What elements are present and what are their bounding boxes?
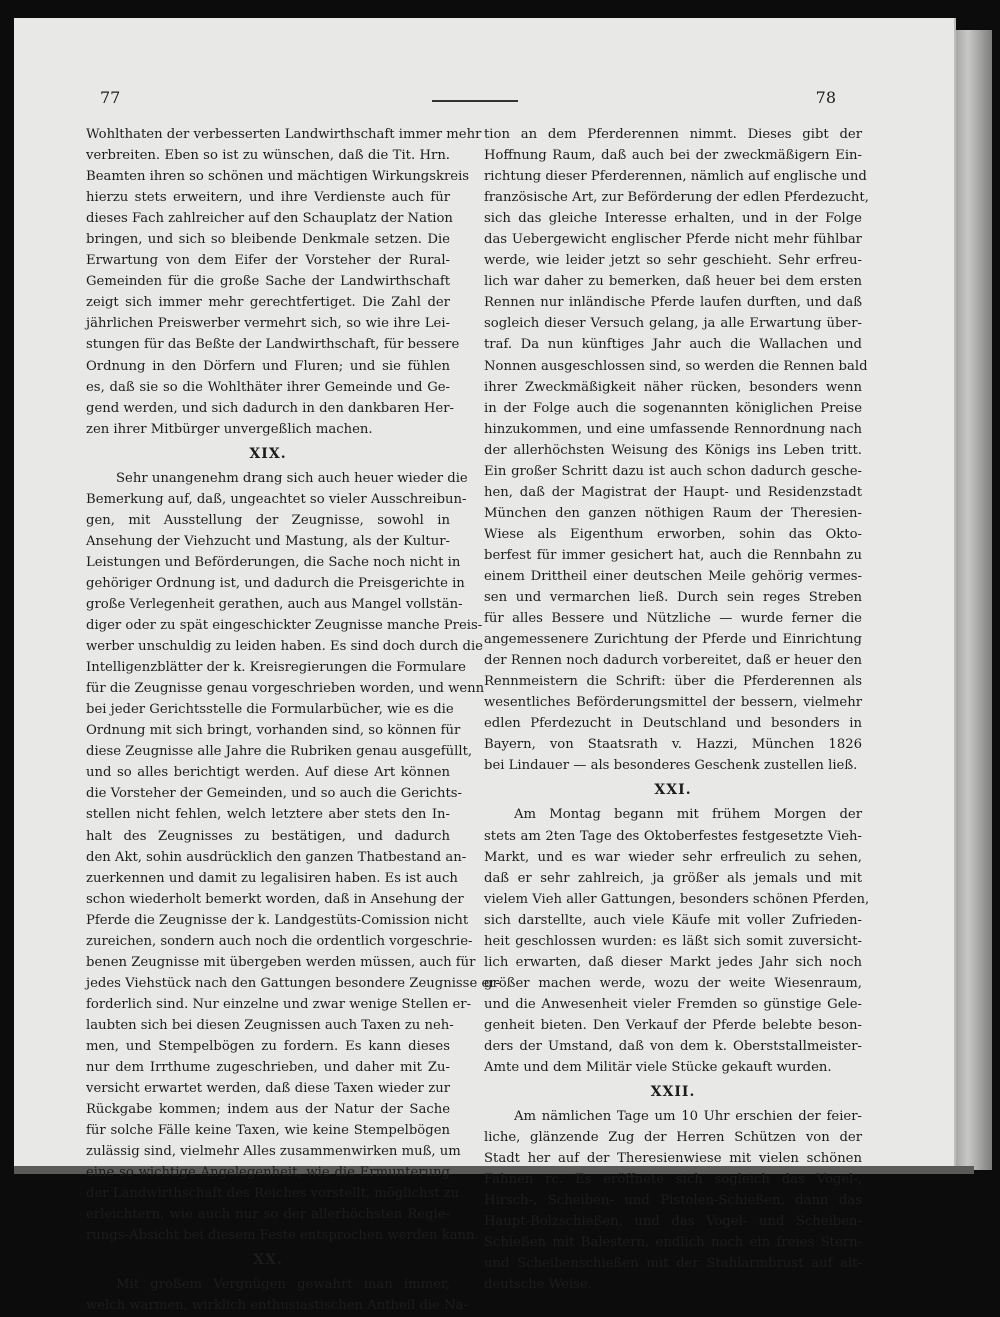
- text-line: ders der Umstand, daß von dem k. Oberststallmeister-: [484, 1038, 862, 1054]
- text-line: erleichtern, wie auch nur so der allerhöchsten Regie-: [86, 1207, 450, 1223]
- text-line: einem Drittheil einer deutschen Meile gehörig vermes-: [484, 568, 862, 584]
- text-line: Pferde die Zeugnisse der k. Landgestüts-Comission nicht: [86, 912, 469, 928]
- text-line: sich darstellte, auch viele Käufe mit voller Zufrieden-: [484, 912, 862, 928]
- text-line: diger oder zu spät eingeschickter Zeugnisse manche Preis-: [86, 618, 483, 634]
- text-line: nur dem Irrthume zugeschrieben, und daher mit Zu-: [86, 1060, 450, 1076]
- text-line: werber unschuldig zu leiden haben. Es sind doch durch die: [86, 639, 483, 655]
- text-line: zeigt sich immer mehr gerechtfertiget. Die Zahl der: [86, 295, 450, 311]
- text-line: stungen für das Beßte der Landwirthschaft, für bessere: [86, 337, 460, 353]
- text-line: richtung dieser Pferderennen, nämlich auf englische und: [484, 169, 867, 185]
- text-line: und so alles berichtigt werden. Auf diese Art können: [86, 765, 450, 781]
- page-edge: [952, 30, 992, 1170]
- text-line: edlen Pferdezucht in Deutschland und besonders in: [484, 716, 862, 732]
- text-line: Gemeinden für die große Sache der Landwirthschaft: [86, 274, 450, 290]
- text-line: für alles Bessere und Nützliche — wurde ferner die: [484, 611, 862, 627]
- text-line: lich erwarten, daß dieser Markt jedes Jahr sich noch: [484, 954, 862, 970]
- text-line: und Scheibenschießen mit der Stahlarmbrust auf alt-: [484, 1256, 862, 1272]
- right-column: [484, 124, 870, 1295]
- text-line: Schießen mit Balestern, endlich noch ein freies Stern-: [484, 1235, 862, 1251]
- text-line: deutsche Weise.: [484, 1277, 592, 1293]
- text-line: men, und Stempelbögen zu fordern. Es kann dieses: [86, 1038, 450, 1054]
- text-line: werde, wie leider jetzt so sehr geschieht. Sehr erfreu-: [484, 253, 862, 269]
- text-line: stellen nicht fehlen, welch letztere aber stets den In-: [86, 807, 450, 823]
- text-line: laubten sich bei diesen Zeugnissen auch Taxen zu neh-: [86, 1017, 454, 1033]
- text-line: Markt, und es war wieder sehr erfreulich zu sehen,: [484, 849, 862, 865]
- text-line: dieses Fach zahlreicher auf den Schauplatz der Nation: [86, 211, 453, 227]
- text-line: das Uebergewicht englischer Pferde nicht mehr fühlbar: [484, 232, 862, 248]
- text-line: Ein großer Schritt dazu ist auch schon dadurch gesche-: [484, 463, 862, 479]
- text-line: welch warmen, wirklich enthusiastischen Antheil die Na-: [86, 1298, 468, 1314]
- text-line: liche, glänzende Zug der Herren Schützen von der: [484, 1130, 862, 1146]
- text-line: berfest für immer gesichert hat, auch die Rennbahn zu: [484, 547, 862, 563]
- text-line: Rennen nur inländische Pferde laufen durften, und daß: [484, 295, 862, 311]
- text-line: gend werden, und sich dadurch in den dankbaren Her-: [86, 400, 454, 416]
- text-line: versicht erwartet werden, daß diese Taxen wieder zur: [86, 1081, 450, 1097]
- text-line: traf. Da nun künftiges Jahr auch die Wallachen und: [484, 337, 862, 353]
- text-line: zulässig sind, vielmehr Alles zusammenwirken muß, um: [86, 1144, 461, 1160]
- text-line: Sehr unangenehm drang sich auch heuer wieder die: [116, 470, 468, 486]
- text-line: vielem Vieh aller Gattungen, besonders schönen Pferden,: [484, 891, 870, 907]
- section-heading: XIX.: [249, 445, 287, 462]
- text-line: zuerkennen und damit zu legalisiren haben. Es ist auch: [86, 870, 458, 886]
- text-line: ihrer Zweckmäßigkeit näher rücken, besonders wenn: [484, 379, 862, 395]
- text-line: Amte und dem Militär viele Stücke gekauft wurden.: [484, 1060, 832, 1076]
- text-line: stets am 2ten Tage des Oktoberfestes festgesetzte Vieh-: [484, 828, 862, 844]
- text-line: jedes Viehstück nach den Gattungen besondere Zeugnisse er-: [86, 975, 501, 991]
- text-line: jährlichen Preiswerber vermehrt sich, so wie ihre Lei-: [86, 316, 450, 332]
- text-line: sen und vermarchen ließ. Durch sein reges Streben: [484, 590, 862, 606]
- text-line: bringen, und sich so bleibende Denkmale setzen. Die: [86, 232, 450, 248]
- text-line: zureichen, sondern auch noch die ordentlich vorgeschrie-: [86, 933, 473, 949]
- text-line: Hirsch-, Scheiben- und Pistolen-Schießen, dann das: [484, 1193, 862, 1209]
- text-line: Bemerkung auf, daß, ungeachtet so vieler Ausschreibun-: [86, 491, 467, 507]
- text-line: Beamten ihren so schönen und mächtigen Wirkungskreis: [86, 169, 470, 185]
- header-rule: [432, 100, 518, 102]
- text-line: Nonnen ausgeschlossen sind, so werden die Rennen bald: [484, 358, 868, 374]
- text-line: Hoffnung Raum, daß auch bei der zweckmäßigern Ein-: [484, 148, 862, 164]
- text-line: Intelligenzblätter der k. Kreisregierungen die Formulare: [86, 660, 466, 676]
- text-line: Leistungen und Beförderungen, die Sache noch nicht in: [86, 554, 461, 570]
- text-line: Ordnung in den Dörfern und Fluren; und sie fühlen: [86, 358, 450, 374]
- text-line: gen, mit Ausstellung der Zeugnisse, sowohl in: [86, 512, 450, 528]
- text-line: Erwartung von dem Eifer der Vorsteher der Rural-: [86, 253, 450, 269]
- text-line: der allerhöchsten Weisung des Königs ins Leben tritt.: [484, 442, 862, 458]
- text-line: eine so wichtige Angelegenheit, wie die Ermunterung: [86, 1165, 450, 1181]
- text-line: den Akt, sohin ausdrücklich den ganzen Thatbestand an-: [86, 849, 467, 865]
- text-line: und die Anwesenheit vieler Fremden so günstige Gele-: [484, 996, 862, 1012]
- section-heading: XX.: [253, 1252, 283, 1269]
- text-line: hen, daß der Magistrat der Haupt- und Residenzstadt: [484, 484, 862, 500]
- text-line: Wohlthaten der verbesserten Landwirthschaft immer mehr: [86, 127, 482, 142]
- text-line: der Landwirthschaft des Reiches vorstellt, möglichst zu: [86, 1186, 460, 1202]
- section-heading: XXI.: [654, 782, 692, 799]
- text-line: wesentliches Beförderungsmittel der bessern, vielmehr: [484, 695, 862, 711]
- left-column: [86, 124, 501, 1317]
- section-heading: XXII.: [650, 1084, 696, 1101]
- text-line: bei Lindauer — als besonderes Geschenk zustellen ließ.: [484, 758, 858, 774]
- text-line: in der Folge auch die sogenannten königlichen Preise: [484, 400, 862, 416]
- text-line: diese Zeugnisse alle Jahre die Rubriken genau ausgefüllt,: [86, 744, 473, 760]
- text-line: größer machen werde, wozu der weite Wiesenraum,: [484, 975, 862, 991]
- text-line: daß er sehr zahlreich, ja größer als jemals und mit: [484, 870, 862, 886]
- text-line: die Vorsteher der Gemeinden, und so auch die Gerichts-: [86, 786, 462, 802]
- text-line: Wiese als Eigenthum erworben, sohin das Okto-: [484, 526, 862, 542]
- text-line: Am nämlichen Tage um 10 Uhr erschien der feier-: [514, 1109, 862, 1125]
- text-line: bei jeder Gerichtsstelle die Formularbücher, wie es die: [86, 702, 454, 718]
- text-line: sogleich dieser Versuch gelang, ja alle Erwartung über-: [484, 316, 862, 332]
- text-line: lich war daher zu bemerken, daß heuer bei dem ersten: [484, 274, 862, 290]
- text-line: benen Zeugnisse mit übergeben werden müssen, auch für: [86, 954, 476, 970]
- text-line: Bayern, von Staatsrath v. Hazzi, München 1826: [484, 737, 862, 753]
- text-line: Am Montag begann mit frühem Morgen der: [514, 807, 862, 823]
- text-line: Ordnung mit sich bringt, vorhanden sind, so können für: [86, 723, 461, 739]
- text-line: forderlich sind. Nur einzelne und zwar wenige Stellen er-: [86, 996, 472, 1012]
- text-line: zen ihrer Mitbürger unvergeßlich machen.: [86, 421, 373, 437]
- text-line: angemessenere Zurichtung der Pferde und Einrichtung: [484, 632, 862, 648]
- text-line: halt des Zeugnisses zu bestätigen, und dadurch: [86, 828, 450, 844]
- text-line: heit geschlossen wurden: es läßt sich somit zuversicht-: [484, 933, 862, 949]
- text-line: es, daß sie so die Wohlthäter ihrer Gemeinde und Ge-: [86, 379, 450, 395]
- text-line: der Rennen noch dadurch vorbereitet, daß er heuer den: [484, 653, 862, 669]
- page-number-left: 77: [100, 88, 121, 107]
- text-line: für die Zeugnisse genau vorgeschrieben worden, und wenn: [86, 681, 485, 697]
- text-line: tion an dem Pferderennen nimmt. Dieses gibt der: [484, 127, 862, 142]
- text-line: Rennmeistern die Schrift: über die Pferderennen als: [484, 674, 862, 690]
- text-line: sich das gleiche Interesse erhalten, und in der Folge: [484, 211, 862, 227]
- text-line: Stadt her auf der Theresienwiese mit vielen schönen: [484, 1151, 862, 1167]
- text-line: hierzu stets erweitern, und ihre Verdienste auch für: [86, 190, 450, 206]
- text-line: München den ganzen nöthigen Raum der Theresien-: [484, 505, 862, 521]
- text-line: Rückgabe kommen; indem aus der Natur der Sache: [86, 1102, 450, 1118]
- text-line: schon wiederholt bemerkt worden, daß in Ansehung der: [86, 891, 464, 907]
- text-line: hinzukommen, und eine umfassende Rennordnung nach: [484, 421, 862, 437]
- text-line: Ansehung der Viehzucht und Mastung, als der Kultur-: [86, 533, 450, 549]
- text-line: französische Art, zur Beförderung der edlen Pferdezucht,: [484, 190, 869, 206]
- text-line: rungs-Absicht bei diesem Feste entsprochen werden kann.: [86, 1228, 479, 1244]
- page-header: [100, 88, 836, 110]
- text-line: gehöriger Ordnung ist, und dadurch die Preisgerichte in: [86, 575, 465, 591]
- text-line: genheit bieten. Den Verkauf der Pferde belebte beson-: [484, 1017, 862, 1033]
- page-number-right: 78: [815, 88, 836, 107]
- text-line: Fahnen rc. Es eröffnete sich sogleich das Vogel-,: [484, 1172, 862, 1188]
- text-line: große Verlegenheit gerathen, auch aus Mangel vollstän-: [86, 596, 463, 612]
- text-line: Mit großem Vergnügen gewahrt man immer,: [116, 1277, 450, 1293]
- text-line: Haupt-Bolzschießen, und das Vogel- und Scheiben-: [484, 1214, 862, 1230]
- text-line: verbreiten. Eben so ist zu wünschen, daß die Tit. Hrn.: [86, 148, 450, 164]
- text-line: für solche Fälle keine Taxen, wie keine Stempelbögen: [86, 1123, 450, 1139]
